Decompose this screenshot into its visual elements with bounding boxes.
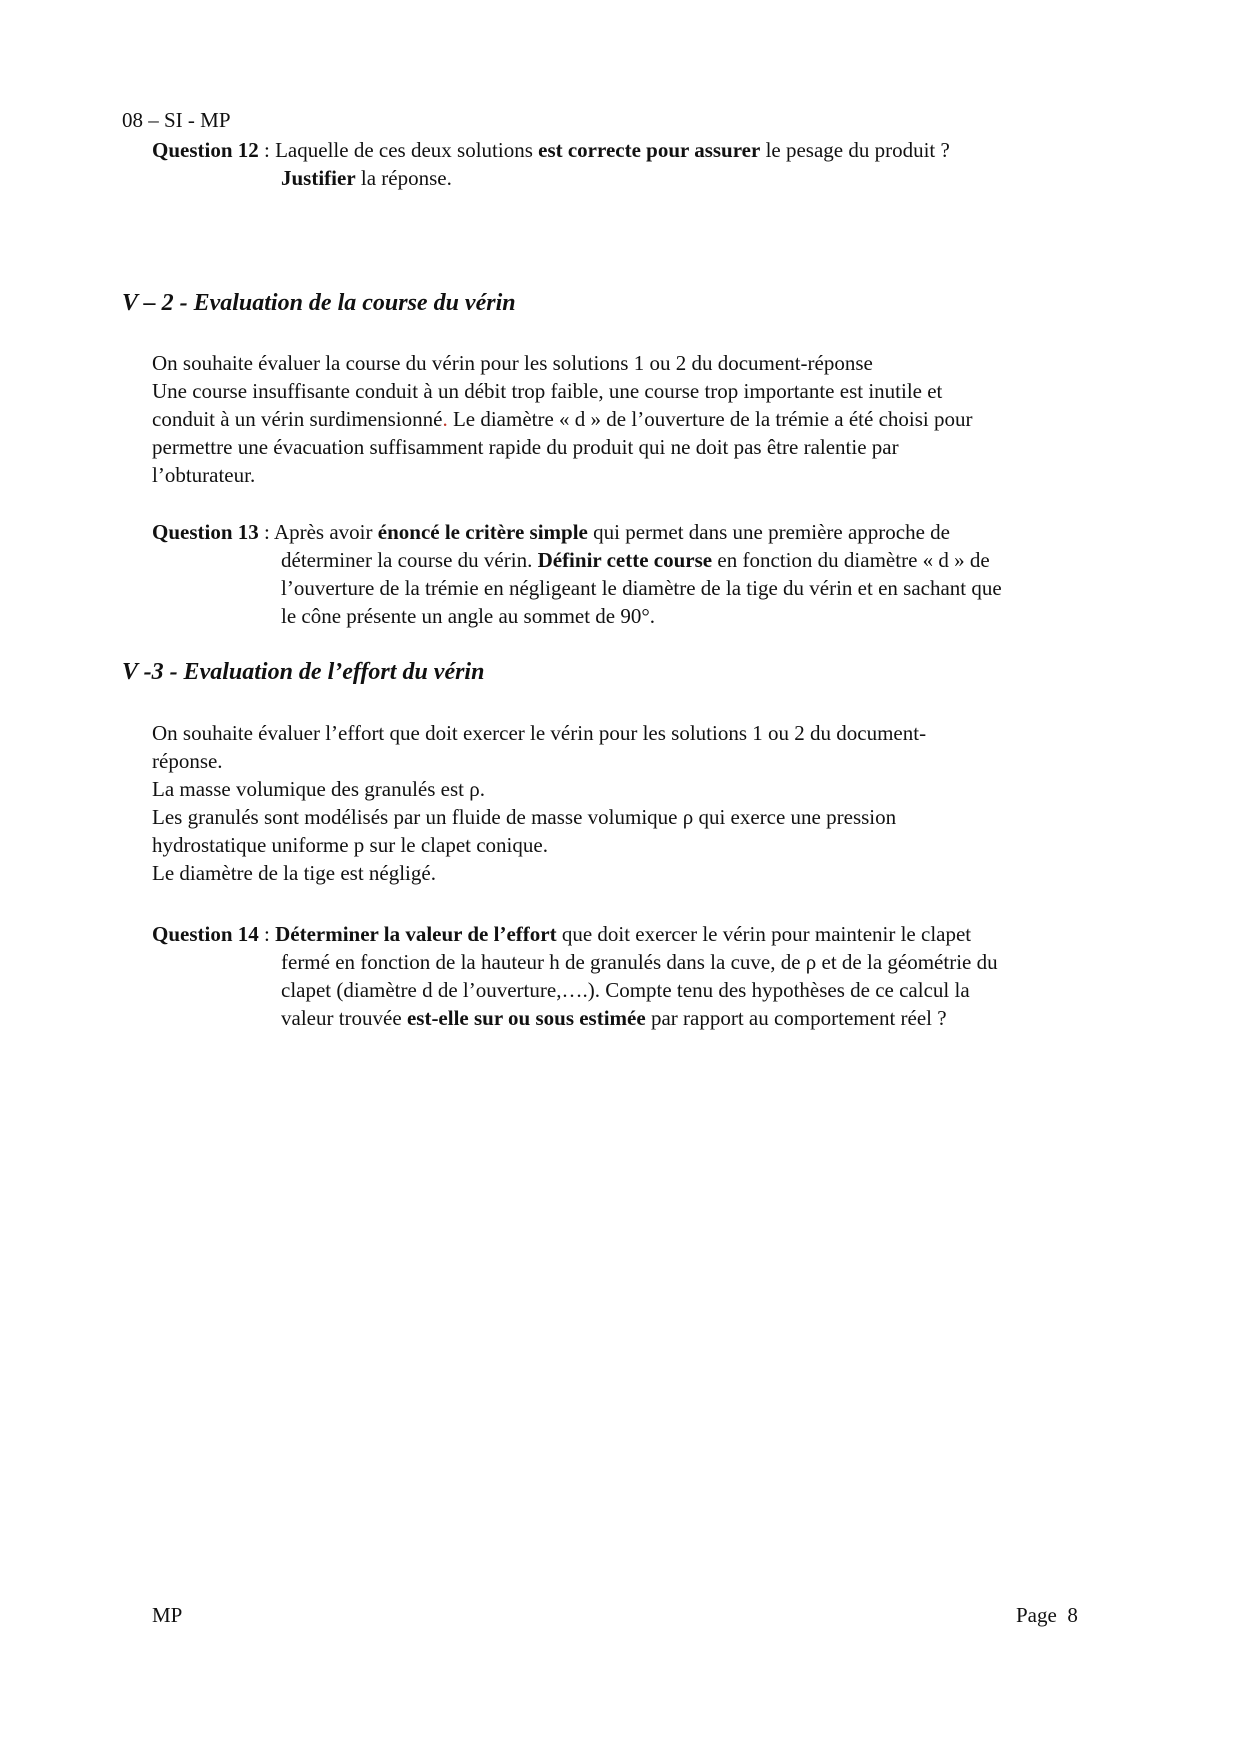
question-13-text-6: le cône présente un angle au sommet de 90°. bbox=[281, 604, 656, 628]
question-14-text-3: clapet (diamètre d de l’ouverture,….). Compte tenu des hypothèses de ce calcul la bbox=[281, 978, 970, 1002]
question-12-separator: : bbox=[258, 138, 276, 162]
question-13-separator: : bbox=[258, 520, 274, 544]
question-14-bold-1: Déterminer la valeur de l’effort bbox=[275, 922, 557, 946]
section-v3-line-1: On souhaite évaluer l’effort que doit exercer le vérin pour les solutions 1 ou 2 du document- bbox=[152, 721, 927, 745]
question-13-text-4: en fonction du diamètre « d » de bbox=[712, 548, 990, 572]
question-12-text-3: la réponse. bbox=[355, 166, 452, 190]
section-v2-line-3b: Le diamètre « d » de l’ouverture de la trémie a été choisi pour bbox=[447, 407, 973, 431]
footer-page bbox=[1016, 1603, 1078, 1628]
footer-page-number: 8 bbox=[1067, 1603, 1078, 1627]
question-14-bold-2: est-elle sur ou sous estimée bbox=[406, 1006, 646, 1030]
question-13-bold-1: énoncé le critère simple bbox=[377, 520, 588, 544]
question-14-text-5: par rapport au comportement réel ? bbox=[645, 1006, 947, 1030]
question-14-text-4: valeur trouvée bbox=[281, 1006, 407, 1030]
question-14-text-1: que doit exercer le vérin pour maintenir le clapet bbox=[556, 922, 972, 946]
question-13 bbox=[152, 518, 1002, 630]
section-v3-line-5: hydrostatique uniforme p sur le clapet conique. bbox=[152, 833, 548, 857]
section-v2-line-4: permettre une évacuation suffisamment rapide du produit qui ne doit pas être ralentie par bbox=[152, 435, 899, 459]
question-12-bold-1: est correcte pour assurer bbox=[538, 138, 761, 162]
section-v2-line-2: Une course insuffisante conduit à un débit trop faible, une course trop importante est inutile et bbox=[152, 379, 943, 403]
section-v3-line-6: Le diamètre de la tige est négligé. bbox=[152, 861, 436, 885]
section-v2-paragraph bbox=[152, 349, 973, 489]
question-12-text-2: le pesage du produit ? bbox=[760, 138, 950, 162]
question-13-text-5: l’ouverture de la trémie en négligeant le diamètre de la tige du vérin et en sachant que bbox=[281, 576, 1002, 600]
section-v3-paragraph bbox=[152, 719, 926, 887]
footer-left: MP bbox=[152, 1603, 183, 1627]
section-v2-line-3a: conduit à un vérin surdimensionné bbox=[152, 407, 443, 431]
question-14-text-2: fermé en fonction de la hauteur h de granulés dans la cuve, de ρ et de la géométrie du bbox=[281, 950, 998, 974]
question-12-text-1: Laquelle de ces deux solutions bbox=[275, 138, 539, 162]
question-14-separator: : bbox=[258, 922, 276, 946]
question-13-label: Question 13 bbox=[152, 520, 259, 544]
question-12 bbox=[152, 136, 950, 192]
exam-code-header: 08 – SI - MP bbox=[122, 108, 231, 132]
section-v2-red-dot: . bbox=[442, 407, 448, 431]
section-v2-line-1: On souhaite évaluer la course du vérin pour les solutions 1 ou 2 du document-réponse bbox=[152, 351, 873, 375]
question-13-text-2: qui permet dans une première approche de bbox=[587, 520, 950, 544]
question-13-text-1: Après avoir bbox=[273, 520, 378, 544]
section-v2-line-3 bbox=[152, 405, 973, 433]
question-13-text-3: déterminer la course du vérin. bbox=[281, 548, 538, 572]
section-v2-heading: V – 2 - Evaluation de la course du vérin bbox=[122, 290, 516, 316]
section-v3-heading: V -3 - Evaluation de l’effort du vérin bbox=[122, 659, 485, 685]
question-12-label: Question 12 bbox=[152, 138, 259, 162]
question-13-bold-2: Définir cette course bbox=[537, 548, 713, 572]
section-v3-line-4: Les granulés sont modélisés par un fluide de masse volumique ρ qui exerce une pression bbox=[152, 805, 897, 829]
question-12-bold-2: Justifier bbox=[281, 166, 356, 190]
section-v2-line-5: l’obturateur. bbox=[152, 463, 256, 487]
footer-page-label: Page bbox=[1016, 1603, 1057, 1627]
section-v3-line-3: La masse volumique des granulés est ρ. bbox=[152, 777, 485, 801]
section-v3-line-2: réponse. bbox=[152, 749, 223, 773]
question-14-label: Question 14 bbox=[152, 922, 259, 946]
question-14 bbox=[152, 920, 998, 1032]
